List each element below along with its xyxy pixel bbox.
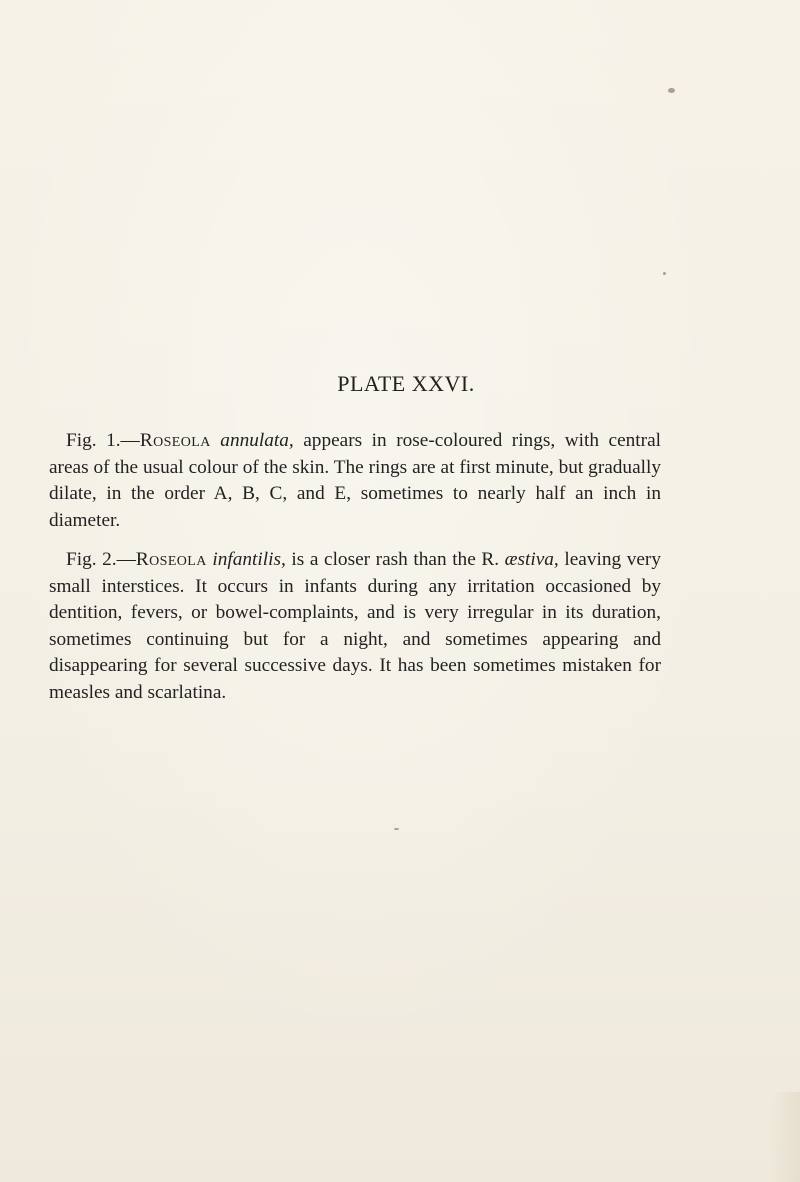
paper-speck bbox=[668, 88, 675, 93]
figure-2-text-a: is a closer rash than the R. bbox=[285, 549, 505, 570]
figure-1-genus: Roseola bbox=[139, 430, 211, 451]
figure-2-variety-reference: æstiva, bbox=[504, 549, 559, 570]
page-edge-shading bbox=[770, 1092, 800, 1182]
figure-2-label: Fig. 2.— bbox=[66, 549, 136, 570]
paper-speck bbox=[663, 272, 666, 275]
figure-1-text: appears in rose-coloured rings, with central areas of the usual colour of the skin. The rings are at first minute, but gradually dilate, in the order A, B, C, and E, sometimes to nearly half an inch in diameter. bbox=[49, 430, 661, 531]
plate-title: PLATE XXVI. bbox=[337, 371, 475, 396]
figure-1-description bbox=[49, 428, 661, 534]
figure-1-variety: annulata, bbox=[220, 430, 294, 451]
figure-2-text-b: leaving very small interstices. It occurs in infants during any irritation occasioned by dentition, fevers, or bowel-complaints, and is very irregular in its duration, sometimes continuing but for a night, and sometimes appearing and disappearing for several successive days. It has been sometimes mistaken for measles and scarlatina. bbox=[49, 549, 661, 703]
figure-2-genus: Roseola bbox=[135, 549, 207, 570]
figure-1-label: Fig. 1.— bbox=[66, 430, 140, 451]
paper-speck bbox=[394, 828, 399, 830]
figure-2-description bbox=[49, 547, 661, 706]
figure-2-variety: infantilis, bbox=[212, 549, 286, 570]
